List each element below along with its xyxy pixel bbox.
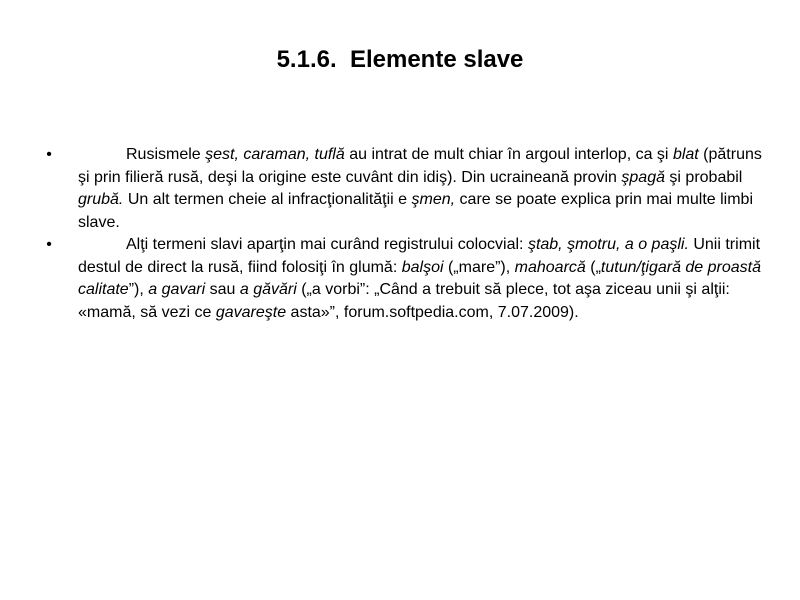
bullet-text: Alţi termeni slavi aparţin mai curând registrului colocvial: (126, 236, 528, 253)
bullet-text-italic: a găvări (239, 281, 297, 298)
bullet-list (46, 144, 763, 324)
bullet-text: Un alt termen cheie al infracţionalităţii e (123, 191, 412, 208)
bullet-text: („a vorbi”: „Când a trebuit să plece, tot aşa ziceau unii şi alţii: «mamă, să vezi ce (78, 281, 730, 321)
slide-title: 5.1.6. Elemente slave (276, 46, 524, 73)
bullet-text: ”), (128, 281, 149, 298)
bullet-text-italic: şest, caraman, tuflă (205, 146, 345, 163)
bullet-text: sau (205, 281, 240, 298)
bullet-text: au intrat de mult chiar în argoul interlop, ca şi (344, 146, 673, 163)
bullet-item-1 (46, 144, 763, 234)
bullet-text: şi probabil (664, 168, 743, 186)
bullet-text-italic: grubă. (78, 191, 124, 208)
bullet-item-2 (46, 234, 763, 324)
bullet-text-italic: blat (672, 146, 699, 163)
bullet-text-italic: mahoarcă (514, 258, 586, 276)
bullet-text-italic: balşoi (401, 258, 444, 276)
bullet-text: (pătruns şi prin filieră rusă, deşi la origine este cuvânt din idiş). Din ucraineană provin (78, 146, 762, 186)
bullet-text-italic: ştab, şmotru, a o paşli. (527, 236, 689, 253)
bullet-text: Rusismele (126, 146, 206, 163)
bullet-text-italic: tutun/ţigară de proastă calitate (78, 258, 762, 298)
bullet-text-italic: gavareşte (215, 303, 287, 321)
bullet-icon: • (46, 146, 52, 163)
bullet-text-italic: a gavari (148, 281, 206, 298)
bullet-text: („mare”), (443, 258, 515, 276)
bullet-text-italic: şmen, (411, 191, 456, 208)
bullet-text: Unii trimit destul de direct la rusă, fiind folosiţi în glumă: (78, 236, 761, 276)
bullet-text: care se poate explica prin mai multe limbi slave. (78, 191, 753, 231)
bullet-text: („ (585, 258, 601, 276)
bullet-text: asta»”, forum.softpedia.com, 7.07.2009). (286, 303, 579, 321)
bullet-icon: • (46, 236, 52, 253)
bullet-text-italic: şpagă (621, 168, 665, 186)
